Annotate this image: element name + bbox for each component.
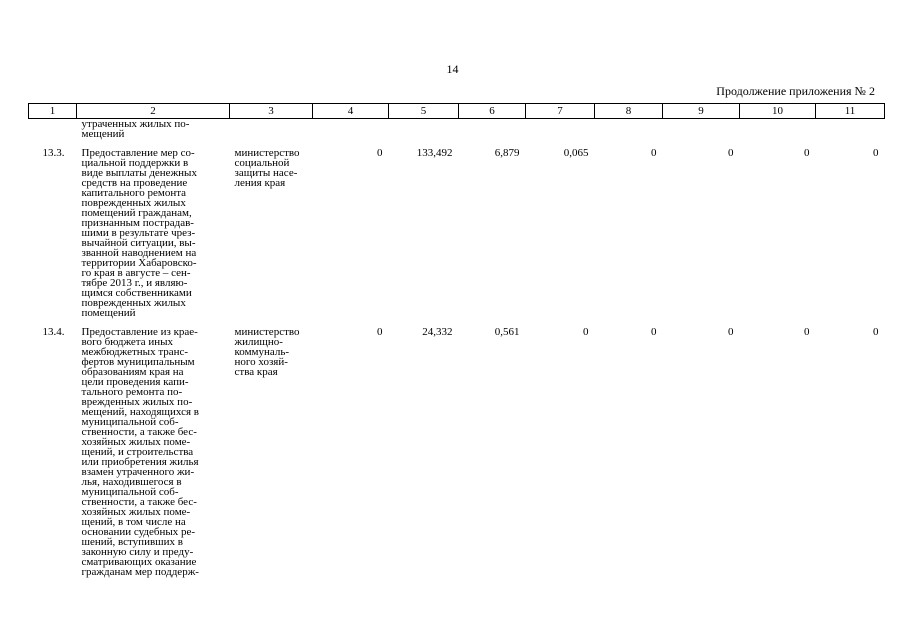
- row-value-col8: 0: [651, 147, 657, 159]
- header-col-11: 11: [816, 104, 885, 119]
- continuation-label: Продолжение приложения № 2: [716, 84, 875, 98]
- header-row: [29, 104, 885, 119]
- row-value-col7: 0: [583, 326, 589, 338]
- row-description: Предоставление мер со- циальной поддержки в виде выплаты денежных средств на проведение капитального ремонта поврежденных жилых помещений гражданам, признанным пострадав- шими в результате чрез- вычайной ситуации, вы- званной наводнением на территории Хабаровско- го края в августе – сен- тябре 2013 г., и являю- щимся собственниками поврежденных жилых помещений: [81, 147, 197, 319]
- header-col-3: 3: [230, 104, 313, 119]
- header-col-1: 1: [29, 104, 77, 119]
- table-row: [29, 145, 885, 324]
- header-col-2: 2: [77, 104, 230, 119]
- row-value-col10: 0: [804, 326, 810, 338]
- header-col-7: 7: [526, 104, 595, 119]
- row-executor: министерство социальной защиты насе- ления края: [234, 147, 300, 189]
- row-value-col9: 0: [728, 326, 734, 338]
- header-col-5: 5: [389, 104, 459, 119]
- row-value-col8: 0: [651, 326, 657, 338]
- row-value-col7: 0,065: [563, 147, 589, 159]
- row-value-col5: 24,332: [422, 326, 453, 338]
- row-number: 13.4.: [42, 326, 65, 338]
- row-value-col6: 0,561: [494, 326, 520, 338]
- appendix-table: [28, 103, 885, 583]
- carryover-text: утраченных жилых по- мещений: [81, 118, 190, 140]
- header-col-4: 4: [313, 104, 389, 119]
- row-value-col6: 6,879: [494, 147, 520, 159]
- table-container: [28, 103, 884, 583]
- row-value-col9: 0: [728, 147, 734, 159]
- table-row: [29, 324, 885, 583]
- carryover-num-cell: [29, 119, 77, 146]
- table-row-carryover: [29, 119, 885, 146]
- row-value-col10: 0: [804, 147, 810, 159]
- header-col-10: 10: [740, 104, 816, 119]
- page-number: 14: [446, 62, 459, 76]
- row-value-col5: 133,492: [416, 147, 453, 159]
- row-value-col11: 0: [873, 147, 879, 159]
- row-value-col11: 0: [873, 326, 879, 338]
- header-col-6: 6: [459, 104, 526, 119]
- row-executor: министерство жилищно- коммуналь- ного хозяй- ства края: [234, 326, 300, 378]
- header-col-9: 9: [663, 104, 740, 119]
- row-value-col4: 0: [377, 326, 383, 338]
- header-col-8: 8: [595, 104, 663, 119]
- row-description: Предоставление из крае- вого бюджета иных межбюджетных транс- фертов муниципальным образованиям края на цели проведения капи- тального ремонта по- врежденных жилых по- мещений, находящихся в муниципальной соб- ственности, а также бес- хозяйных жилых поме- щений, и строительства или приобретения жилья взамен утраченного жи- лья, находившегося в муниципальной соб- ственности, а также бес- хозяйных жилых поме- щений, в том числе на основании судебных ре- шений, вступивших в законную силу и преду- сматривающих оказание гражданам мер поддерж-: [81, 326, 199, 578]
- row-value-col4: 0: [377, 147, 383, 159]
- row-number: 13.3.: [42, 147, 65, 159]
